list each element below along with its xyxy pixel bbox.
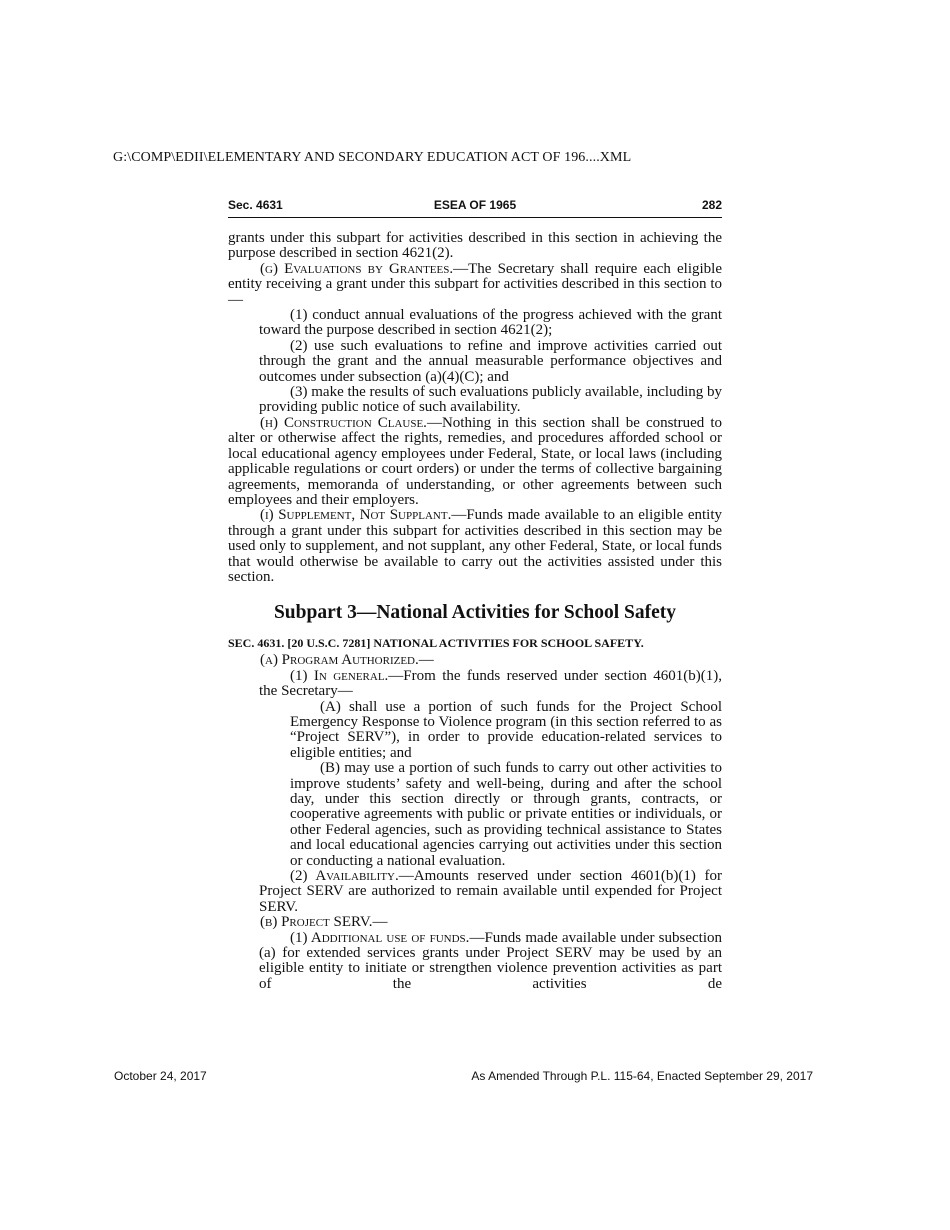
subparagraph-a1A: (A) shall use a portion of such funds for the Project School Emergency Response to Violence program (in this section referred to as “Project SERV”), in order to provide education-related services to eligible entities; and <box>290 698 722 761</box>
subsection-i <box>228 508 722 585</box>
subsection-g-text: —The Secretary shall require each eligible entity receiving a grant under this subpart for activities described in this section to— <box>228 260 722 308</box>
subsection-i-text: —Funds made available to an eligible entity through a grant under this subpart for activities described in this section may be used only to supplement, and not supplant, any other Federal, State, or local funds that would otherwise be available to carry out the activities assisted under this section. <box>228 507 722 585</box>
subsection-b <box>228 915 722 930</box>
subsection-h-heading: (h) Construction Clause. <box>260 414 427 431</box>
subsection-h-text: —Nothing in this section shall be construed to alter or otherwise affect the rights, remedies, and procedures afforded school or local educational agency employees under Federal, State, or local laws (including applicable regulations or court orders) or under the terms of collective bargaining agreements, memoranda of understanding, or other agreements between such employees and their employers. <box>228 414 723 508</box>
running-head-section: Sec. 4631 <box>228 198 283 212</box>
paragraph-b1 <box>228 931 722 993</box>
subsection-g-heading: (g) Evaluations by Grantees. <box>260 260 454 277</box>
subsection-g <box>228 262 722 308</box>
subsection-b-heading: (b) Project SERV. <box>260 914 373 931</box>
paragraph-g3: (3) make the results of such evaluations publicly available, including by providing public notice of such availability. <box>259 384 722 416</box>
paragraph-a2-heading: (2) Availability. <box>290 868 399 885</box>
footer-amended: As Amended Through P.L. 115-64, Enacted September 29, 2017 <box>471 1069 813 1083</box>
document-body <box>228 231 722 992</box>
paragraph-b1-text: —Funds made available under subsection (a) for extended services grants under Project SERV may be used by an eligible entity to initiate or strengthen violence prevention activities as part of the activities de <box>259 929 723 992</box>
subsection-a-heading: (a) Program Authorized. <box>260 652 419 669</box>
paragraph-continuation: grants under this subpart for activities described in this section in achieving the purpose described in section 4621(2). <box>228 230 722 262</box>
subsection-i-heading: (i) Supplement, Not Supplant. <box>260 507 452 524</box>
running-head <box>228 198 722 218</box>
section-heading: SEC. 4631. [20 U.S.C. 7281] NATIONAL ACTIVITIES FOR SCHOOL SAFETY. <box>228 636 644 651</box>
paragraph-a1-text: —From the funds reserved under section 4601(b)(1), the Secretary— <box>259 667 722 700</box>
page-number: 282 <box>701 198 722 212</box>
paragraph-g2: (2) use such evaluations to refine and improve activities carried out through the grant and the annual measurable performance objectives and outcomes under subsection (a)(4)(C); and <box>259 337 722 385</box>
subsection-a-dash: — <box>418 652 434 669</box>
paragraph-g1: (1) conduct annual evaluations of the progress achieved with the grant toward the purpose described in section 4621(2); <box>259 307 722 339</box>
subsection-h <box>228 416 722 508</box>
paragraph-a2 <box>228 869 722 915</box>
subpart-heading: Subpart 3—National Activities for School Safety <box>273 602 677 624</box>
subsection-b-dash: — <box>372 914 388 931</box>
subsection-a <box>228 653 722 668</box>
running-head-title: ESEA OF 1965 <box>433 198 517 212</box>
paragraph-a1-heading: (1) In general. <box>290 667 389 684</box>
footer-date: October 24, 2017 <box>114 1069 207 1083</box>
paragraph-a2-text: —Amounts reserved under section 4601(b)(1) for Project SERV are authorized to remain available until expended for Project SERV. <box>259 868 723 915</box>
subparagraph-a1B: (B) may use a portion of such funds to carry out other activities to improve students’ safety and well-being, during and after the school day, under this section directly or through grants, contracts, or cooperative agreements with public or private entities or individuals, or other Federal agencies, such as providing technical assistance to States and local educational agencies carrying out activities under this section or conducting a national evaluation. <box>290 760 722 869</box>
paragraph-a1 <box>228 669 722 700</box>
paragraph-b1-heading: (1) Additional use of funds. <box>290 929 470 946</box>
file-path: G:\COMP\EDII\ELEMENTARY AND SECONDARY EDUCATION ACT OF 196....XML <box>113 150 632 165</box>
